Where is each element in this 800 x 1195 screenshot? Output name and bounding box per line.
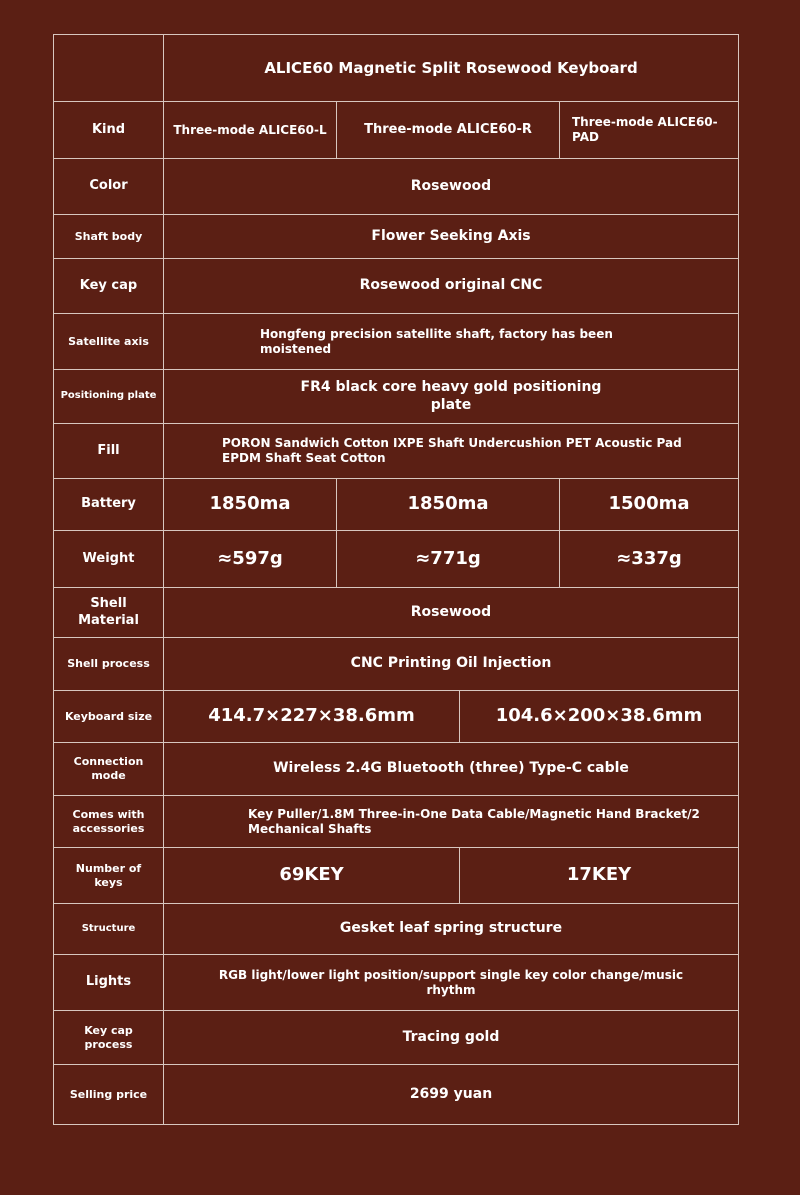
keyboard-size-main: 414.7×227×38.6mm: [164, 691, 460, 743]
row-label-kind: Kind: [54, 102, 164, 159]
spec-row-accessories: [54, 796, 739, 848]
battery-left: 1850ma: [164, 479, 337, 531]
row-label-selling-price: Selling price: [54, 1065, 164, 1125]
row-label-color: Color: [54, 159, 164, 215]
corner-cell: [54, 35, 164, 102]
row-label-weight: Weight: [54, 531, 164, 588]
spec-row-lights: [54, 955, 739, 1011]
kind-right: Three-mode ALICE60-R: [337, 102, 560, 159]
spec-row-structure: [54, 904, 739, 955]
row-label-battery: Battery: [54, 479, 164, 531]
accessories-value: Key Puller/1.8M Three-in-One Data Cable/Magnetic Hand Bracket/2 Mechanical Shafts: [164, 796, 739, 848]
spec-row-key-cap-process: [54, 1011, 739, 1065]
spec-row-shaft-body: [54, 215, 739, 259]
kind-left: Three-mode ALICE60-L: [164, 102, 337, 159]
battery-right: 1850ma: [337, 479, 560, 531]
spec-row-connection-mode: [54, 743, 739, 796]
row-label-shell-material: Shell Material: [54, 588, 164, 638]
spec-row-weight: [54, 531, 739, 588]
spec-row-shell-material: [54, 588, 739, 638]
positioning-plate-value: FR4 black core heavy gold positioning plate: [164, 370, 739, 424]
spec-row-fill: [54, 424, 739, 479]
fill-value: PORON Sandwich Cotton IXPE Shaft Undercushion PET Acoustic Pad EPDM Shaft Seat Cotton: [164, 424, 739, 479]
row-label-key-cap-process: Key cap process: [54, 1011, 164, 1065]
row-label-number-of-keys: Number of keys: [54, 848, 164, 904]
key-cap-value: Rosewood original CNC: [164, 259, 739, 314]
title-row: [54, 35, 739, 102]
keys-main: 69KEY: [164, 848, 460, 904]
spec-row-kind: [54, 102, 739, 159]
connection-mode-value: Wireless 2.4G Bluetooth (three) Type-C cable: [164, 743, 739, 796]
product-title: ALICE60 Magnetic Split Rosewood Keyboard: [164, 35, 739, 102]
key-cap-process-value: Tracing gold: [164, 1011, 739, 1065]
spec-row-satellite-axis: [54, 314, 739, 370]
spec-row-battery: [54, 479, 739, 531]
shaft-body-value: Flower Seeking Axis: [164, 215, 739, 259]
keyboard-size-pad: 104.6×200×38.6mm: [460, 691, 739, 743]
weight-pad: ≈337g: [560, 531, 739, 588]
keys-pad: 17KEY: [460, 848, 739, 904]
row-label-lights: Lights: [54, 955, 164, 1011]
row-label-accessories: Comes with accessories: [54, 796, 164, 848]
row-label-satellite-axis: Satellite axis: [54, 314, 164, 370]
spec-row-color: [54, 159, 739, 215]
row-label-fill: Fill: [54, 424, 164, 479]
lights-value: RGB light/lower light position/support single key color change/music rhythm: [164, 955, 739, 1011]
row-label-keyboard-size: Keyboard size: [54, 691, 164, 743]
structure-value: Gesket leaf spring structure: [164, 904, 739, 955]
color-value: Rosewood: [164, 159, 739, 215]
row-label-connection-mode: Connection mode: [54, 743, 164, 796]
spec-row-key-cap: [54, 259, 739, 314]
satellite-axis-value: Hongfeng precision satellite shaft, factory has been moistened: [164, 314, 739, 370]
row-label-key-cap: Key cap: [54, 259, 164, 314]
spec-row-selling-price: [54, 1065, 739, 1125]
row-label-shell-process: Shell process: [54, 638, 164, 691]
shell-process-value: CNC Printing Oil Injection: [164, 638, 739, 691]
row-label-structure: Structure: [54, 904, 164, 955]
row-label-positioning-plate: Positioning plate: [54, 370, 164, 424]
spec-table: [53, 34, 739, 1125]
selling-price-value: 2699 yuan: [164, 1065, 739, 1125]
row-label-shaft-body: Shaft body: [54, 215, 164, 259]
spec-row-shell-process: [54, 638, 739, 691]
kind-pad: Three-mode ALICE60-PAD: [560, 102, 739, 159]
spec-row-keyboard-size: [54, 691, 739, 743]
spec-row-number-of-keys: [54, 848, 739, 904]
shell-material-value: Rosewood: [164, 588, 739, 638]
battery-pad: 1500ma: [560, 479, 739, 531]
weight-right: ≈771g: [337, 531, 560, 588]
weight-left: ≈597g: [164, 531, 337, 588]
spec-row-positioning-plate: [54, 370, 739, 424]
